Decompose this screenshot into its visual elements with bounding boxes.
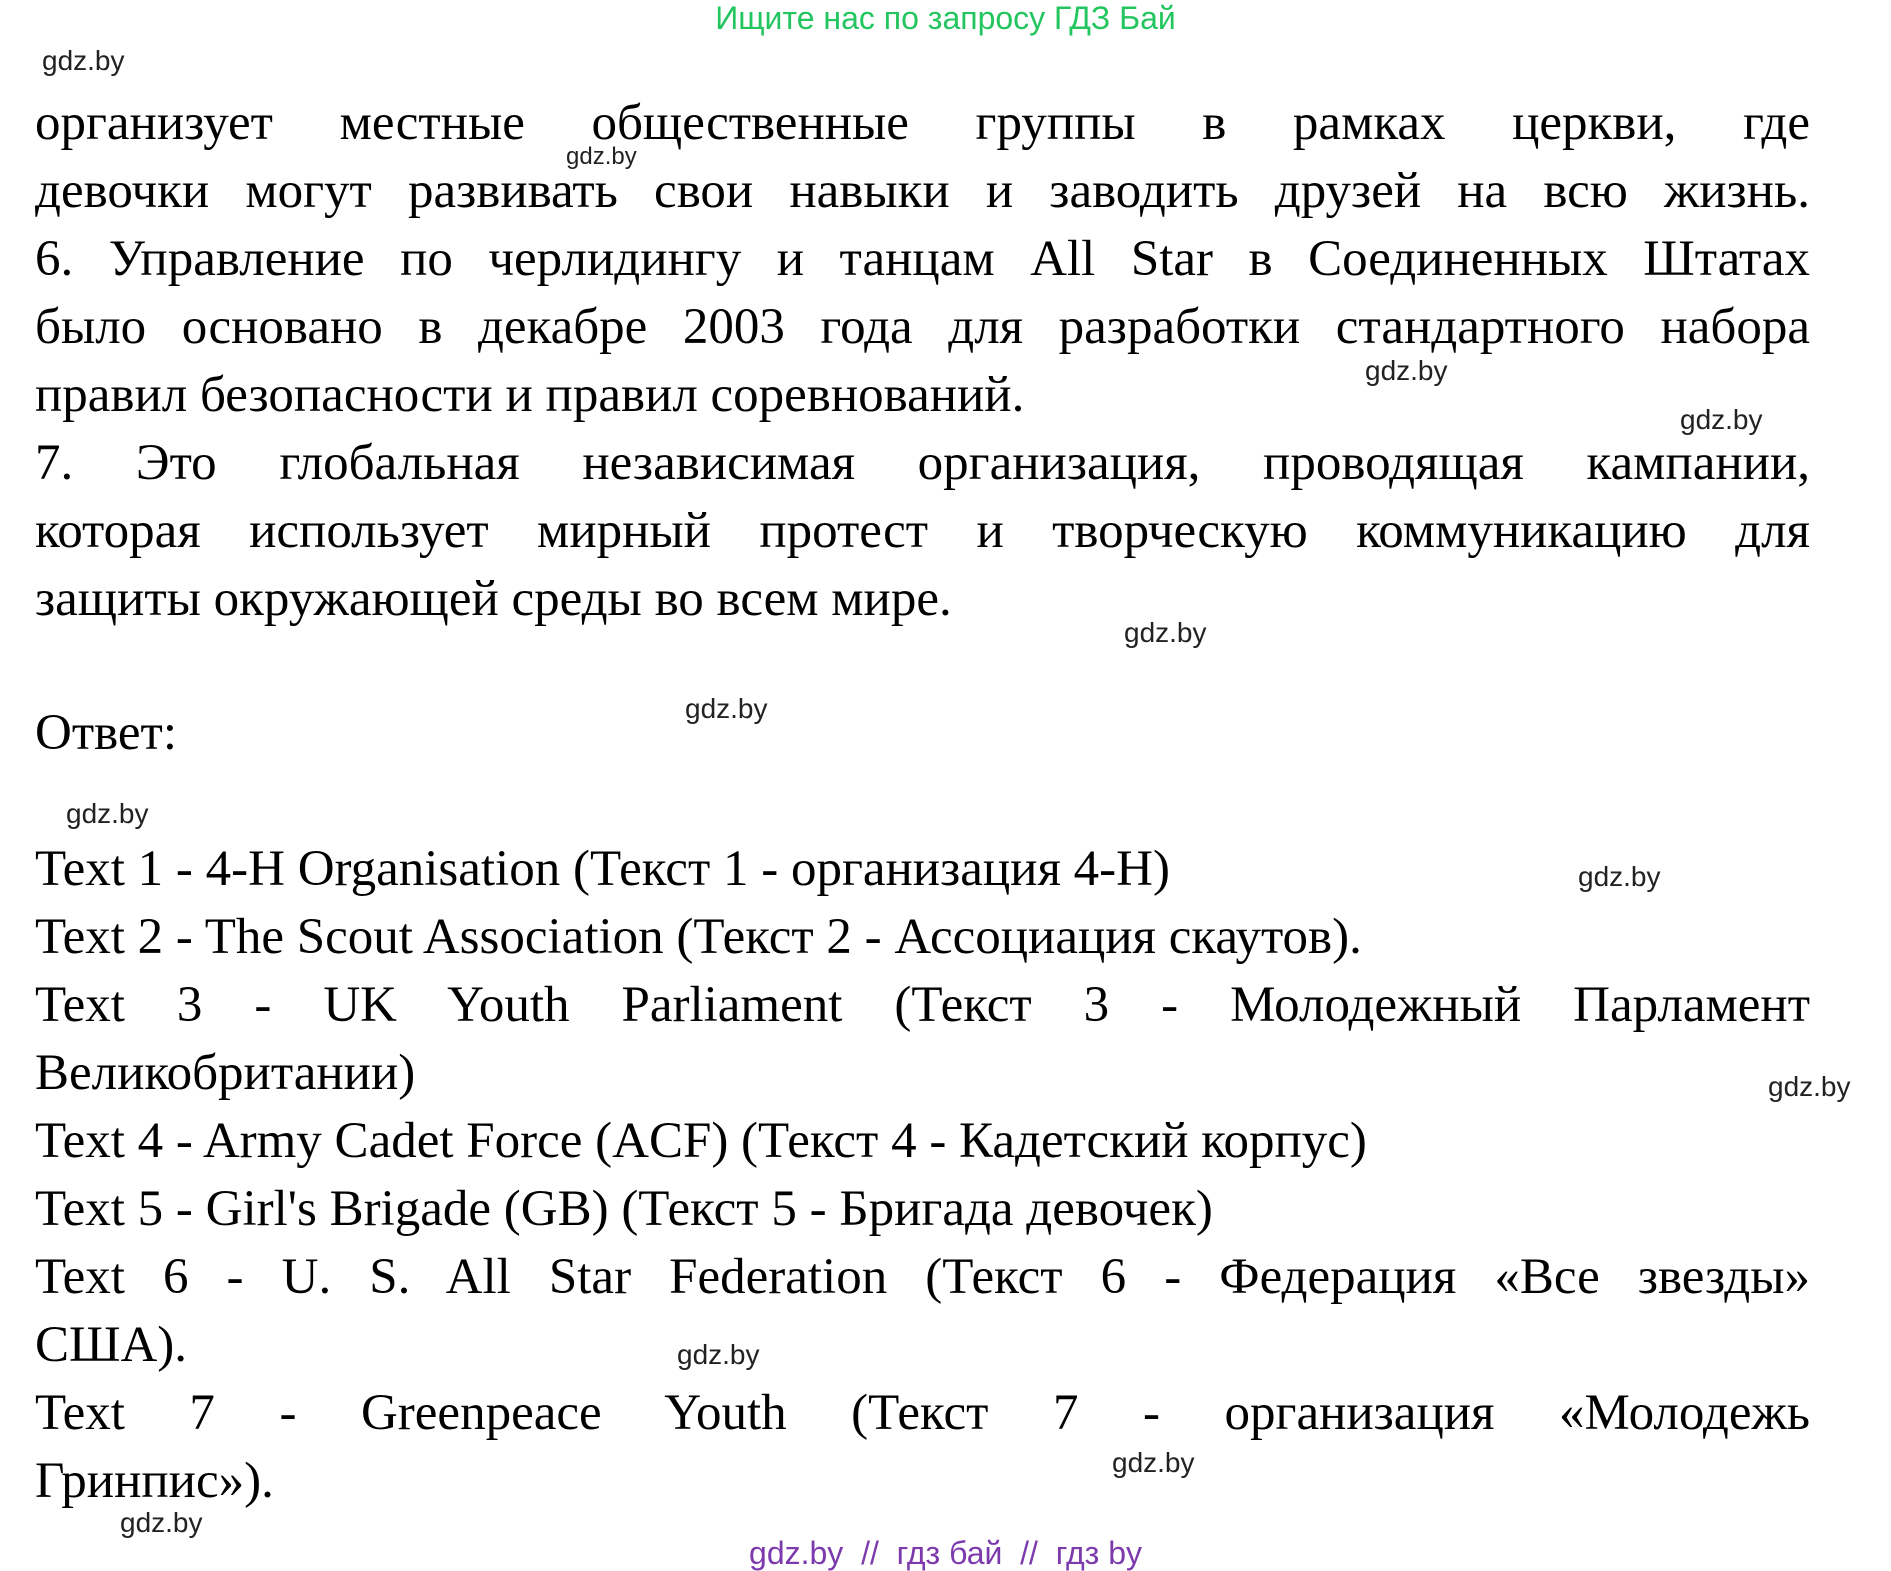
watermark: gdz.by (66, 798, 149, 829)
text-line: 6. Управление по черлидингу и танцам All Star в Соединенных Штатах (35, 231, 1810, 287)
watermark: gdz.by (1768, 1071, 1851, 1102)
watermark: gdz.by (1578, 861, 1661, 892)
search-hint-banner: Ищите нас по запросу ГДЗ Бай (715, 0, 1176, 36)
text-line: защиты окружающей среды во всем мире. (35, 571, 952, 627)
watermark: gdz.by (1124, 617, 1207, 648)
text-line: девочки могут развивать свои навыки и заводить друзей на всю жизнь. (35, 163, 1810, 219)
answer-line: Text 1 - 4-H Organisation (Текст 1 - организация 4-H) (35, 841, 1170, 897)
watermark: gdz.by (685, 693, 768, 724)
watermark: gdz.by (566, 143, 637, 170)
answer-line: Text 2 - The Scout Association (Текст 2 - Ассоциация скаутов). (35, 909, 1362, 965)
answer-line: Text 4 - Army Cadet Force (ACF) (Текст 4 - Кадетский корпус) (35, 1113, 1367, 1169)
text-line: которая использует мирный протест и творческую коммуникацию для (35, 503, 1810, 559)
answer-line: Великобритании) (35, 1045, 416, 1101)
watermark: gdz.by (42, 45, 125, 76)
watermark: gdz.by (677, 1339, 760, 1370)
watermark: gdz.by (1680, 404, 1763, 435)
text-line: 7. Это глобальная независимая организация, проводящая кампании, (35, 435, 1810, 491)
answer-line: Гринпис»). (35, 1453, 274, 1509)
text-line: организует местные общественные группы в рамках церкви, где (35, 95, 1810, 151)
answer-line: Text 3 - UK Youth Parliament (Текст 3 - Молодежный Парламент (35, 977, 1810, 1033)
watermark: gdz.by (120, 1507, 203, 1538)
watermark: gdz.by (1112, 1447, 1195, 1478)
answer-label: Ответ: (35, 705, 177, 761)
answer-line: Text 7 - Greenpeace Youth (Текст 7 - организация «Молодежь (35, 1385, 1810, 1441)
footer-links: gdz.by // гдз бай // гдз by (749, 1535, 1142, 1571)
answer-line: США). (35, 1317, 188, 1373)
answer-line: Text 6 - U. S. All Star Federation (Текст 6 - Федерация «Все звезды» (35, 1249, 1810, 1305)
text-line: правил безопасности и правил соревнований. (35, 367, 1025, 423)
answer-line: Text 5 - Girl's Brigade (GB) (Текст 5 - Бригада девочек) (35, 1181, 1213, 1237)
watermark: gdz.by (1365, 355, 1448, 386)
text-line: было основано в декабре 2003 года для разработки стандартного набора (35, 299, 1810, 355)
